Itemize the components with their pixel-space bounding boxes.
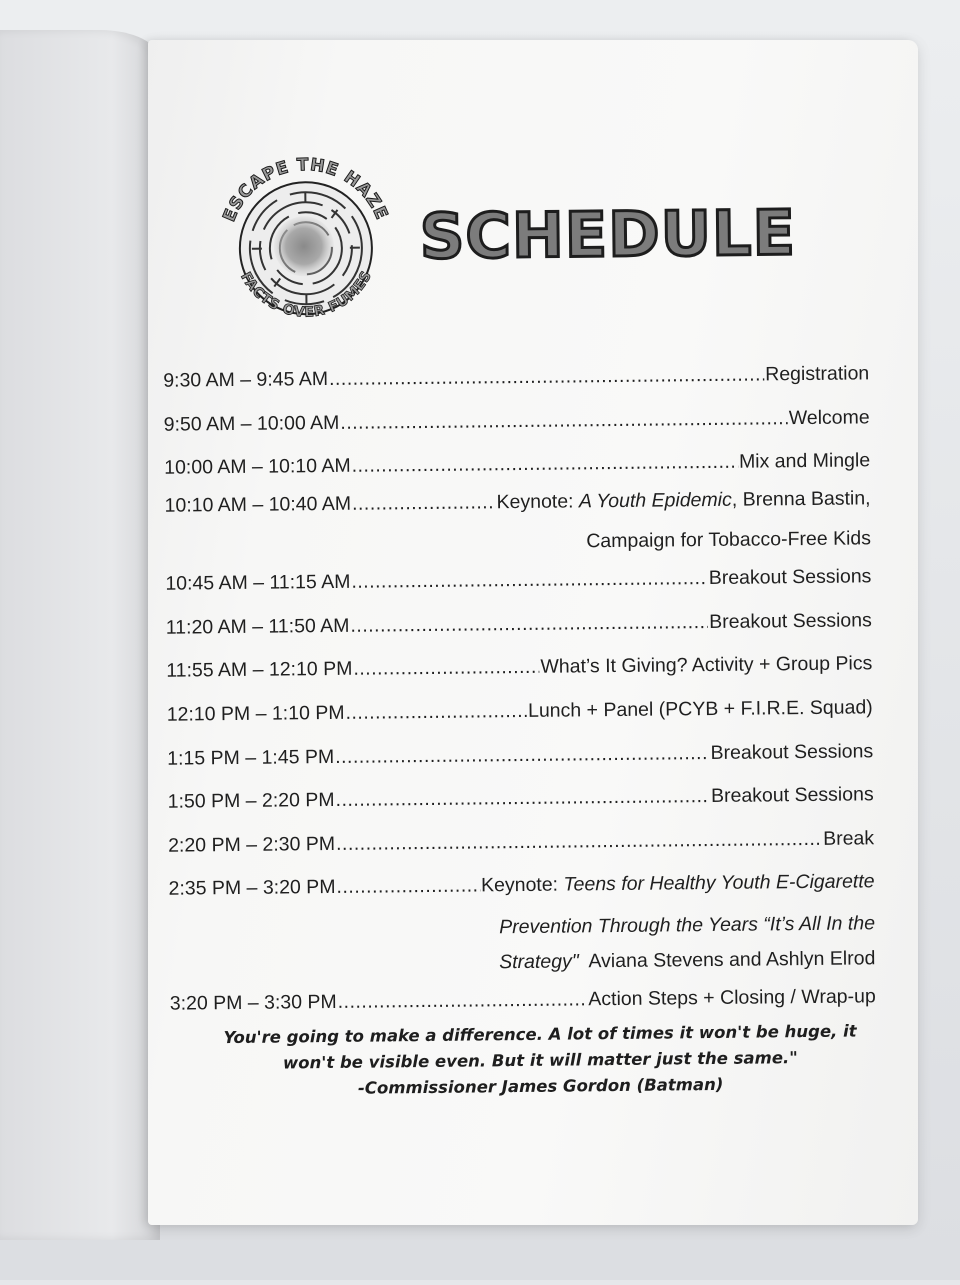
leader-dots (336, 875, 480, 900)
event-speakers: Aviana Stevens and Ashlyn Elrod (578, 947, 876, 973)
leader-dots (340, 407, 788, 435)
schedule-event (481, 871, 875, 898)
event-title: A Youth Epidemic (578, 488, 732, 513)
schedule-event-continuation (169, 942, 875, 993)
schedule-event: Registration (765, 362, 870, 386)
leader-dots (352, 451, 739, 478)
schedule-event: Welcome (788, 405, 870, 429)
leader-dots (352, 491, 496, 516)
schedule-time: 11:20 AM – 11:50 AM (165, 614, 350, 639)
schedule-time: 1:15 PM – 1:45 PM (167, 745, 335, 770)
quote-line: You're going to make a difference. A lot of times it won't be huge, it (223, 1021, 857, 1048)
leader-dots (329, 363, 764, 391)
schedule-event: Breakout Sessions (708, 565, 872, 590)
event-prefix: Keynote: (496, 490, 580, 514)
event-title: Teens for Healthy Youth E-Cigarette (563, 870, 875, 896)
leader-dots (335, 785, 710, 812)
schedule-row (166, 609, 872, 660)
schedule-time: 9:30 AM – 9:45 AM (163, 367, 329, 392)
schedule-row (167, 740, 873, 791)
leader-dots (335, 742, 710, 769)
page-title: SCHEDULE (419, 196, 797, 274)
schedule-row (166, 653, 872, 704)
schedule-time: 3:20 PM – 3:30 PM (169, 991, 337, 1016)
schedule-row (165, 566, 871, 617)
event-suffix: , Brenna Bastin, (731, 487, 871, 511)
schedule-event: Breakout Sessions (709, 609, 872, 633)
schedule-time: 12:10 PM – 1:10 PM (166, 701, 345, 726)
schedule-row (168, 827, 874, 878)
leader-dots (336, 828, 822, 856)
schedule-time: 1:50 PM – 2:20 PM (167, 789, 335, 813)
schedule-event: Break (823, 827, 875, 850)
maze-logo (207, 137, 405, 351)
event-prefix: Keynote: (480, 873, 564, 897)
schedule-event: Lunch + Panel (PCYB + F.I.R.E. Squad) (527, 696, 873, 722)
leader-dots (353, 656, 539, 681)
logo-top-text: ESCAPE THE HAZE (219, 155, 392, 225)
schedule-time: 10:10 AM – 10:40 AM (164, 492, 352, 517)
leader-dots (338, 989, 588, 1015)
schedule-row (167, 696, 873, 747)
schedule-time: 9:50 AM – 10:00 AM (163, 411, 340, 436)
schedule-list (163, 362, 876, 1036)
schedule-event: Breakout Sessions (710, 739, 874, 764)
schedule-event: Breakout Sessions (710, 783, 874, 808)
leader-dots (351, 567, 708, 594)
leader-dots (350, 611, 708, 638)
schedule-row (164, 406, 870, 457)
schedule-time: 2:20 PM – 2:30 PM (168, 832, 336, 857)
logo-bottom-text: FACTS OVER FUMES (237, 268, 376, 321)
schedule-event: What’s It Giving? Activity + Group Pics (540, 652, 873, 679)
leader-dots (345, 700, 527, 725)
schedule-event: Action Steps + Closing / Wrap-up (588, 985, 876, 1011)
schedule-time: 11:55 AM – 12:10 PM (166, 658, 353, 683)
quote-line: won't be visible even. But it will matter just the same." (282, 1048, 798, 1073)
closing-quote (200, 1018, 881, 1103)
schedule-event-continuation: Campaign for Tobacco-Free Kids (586, 527, 872, 553)
schedule-row (163, 362, 869, 413)
schedule-event-continuation: Prevention Through the Years “It’s All In the (499, 912, 876, 939)
quote-attribution: -Commissioner James Gordon (Batman) (357, 1074, 724, 1098)
schedule-time: 2:35 PM – 3:20 PM (168, 876, 336, 901)
schedule-time: 10:00 AM – 10:10 AM (164, 454, 351, 479)
schedule-event (496, 488, 870, 515)
event-title-end: Strategy" (499, 950, 579, 974)
schedule-row (168, 783, 874, 834)
schedule-time: 10:45 AM – 11:15 AM (165, 570, 351, 595)
schedule-event: Mix and Mingle (738, 449, 871, 473)
